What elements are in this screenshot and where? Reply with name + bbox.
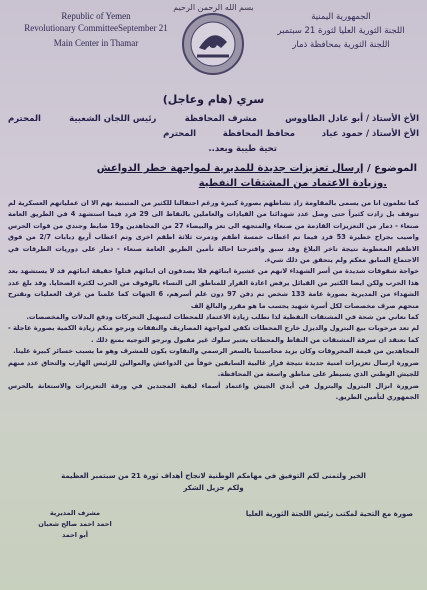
addressee-name: الأخ الأستاذ / أبو عادل الطاووس bbox=[285, 114, 419, 124]
header-en-line1: Republic of Yemen bbox=[61, 11, 131, 21]
subject-label: الموضوع / bbox=[366, 163, 417, 174]
header-arabic bbox=[261, 10, 421, 52]
emblem-logo bbox=[181, 12, 245, 78]
header-english bbox=[6, 10, 186, 49]
subject-line1: إرسال تعزيزات جديدة للمديرية لمواجهة خطر الدواعش bbox=[96, 163, 364, 174]
subject-block bbox=[10, 161, 417, 191]
addressee-role: محافظ المحافظة bbox=[222, 129, 296, 139]
addressee-honorific: المحترم bbox=[163, 129, 197, 139]
header-ar-line1: الجمهورية اليمنية bbox=[311, 12, 371, 22]
signature-alias: أبو احمد bbox=[61, 531, 89, 539]
letter-body bbox=[8, 198, 419, 403]
closing-line1: الخير ولتمنى لكم التوفيق في مهامكم الوطنية لانجاح أهداف ثورة 21 من سبتمبر العظيمة bbox=[61, 472, 366, 480]
addressee-role: رئيس اللجان الشعبية bbox=[69, 114, 157, 124]
header-ar-line3: اللجنة الثورية بمحافظة ذمار bbox=[292, 40, 390, 50]
greeting: تحية طيبة وبعد.. bbox=[208, 144, 277, 154]
addressee-row-1 bbox=[8, 113, 419, 126]
closing-line2: ولكم جزيل الشكر bbox=[183, 484, 244, 492]
signature-name: احمد احمد صالح شعبان bbox=[38, 520, 112, 528]
subject-line2: .وزيادة الاعتماد من المشتقات النفطية bbox=[198, 178, 387, 189]
closing bbox=[8, 470, 419, 494]
body-paragraph: لم تعد مرحوبات بيع البترول والديزل خارج المحطات تكفي لمواجهة المصاريف والنفقات ونرجو منكم زيادة الكمية بصورة عاجلة - كما نعتقد ان سرقة المشتقات من النقاط والمحطات يعتبر سلوك غير مقبول ونرجو التوجيه بمنع ذلك . bbox=[8, 324, 419, 344]
body-paragraph: المجاهدين من قيمة المحروقات وكان يزيد محاسبتنا بالسعر الرسمي والتفاوت يكون للمشرف وهو ما يسبب خسائر كبيرة علينا. bbox=[13, 347, 419, 356]
carbon-copy-note: صورة مع التحية لمكتب رئيس اللجنة الثورية العليا bbox=[245, 510, 413, 518]
header-ar-line2: اللجنة الثورية العليا لثورة 21 سبتمبر bbox=[277, 26, 405, 36]
addressee-row-2 bbox=[8, 128, 419, 141]
body-paragraph: ضرورة ارسال تعزيزات امنية جديدة نتيجة فرار غالبية السابقين خوفاً من الدواعش والموالين للرئيس الهارب والتحاق عدد منهم للجيش الوطني الذي يسيطر على مناطق واسعة من المحافظة. bbox=[8, 358, 419, 379]
addressee-name: الأخ الأستاذ / حمود عباد bbox=[321, 129, 419, 139]
body-paragraph: ضرورة انزال البترول والبترول في أيدي الجيش واعتماد أسماء لبقية المجندين في ورقة التعزيزات والاستعانة بالحرس الجمهوري لتأمين الطريق. bbox=[8, 381, 419, 401]
body-paragraph: خواجة شقوقات شديدة من أسر الشهداء لانهم من عشيرة ابنائهم فلا يصدقون ان ابنائهم قتلوا حقيقة ابنائهم قد لا يستشهد بعد هذا الحرب ولكن ايضا الكثير من القبائل يرفض اعادة القرار للمناطق الى النساء بالوقوف من الحرب لكثرة الضحايا. وقد بلغ عدد الشهداء من المديرية بصورة عامة 133 شخص تم دفن 97 دون علم أسرهم، 6 الجهات كما علمنا من غرف العمليات ونقترح منحهم صرف مخصصات لكل أسرة شهيد يحسب ما هو مقرر والبالغ الف bbox=[8, 267, 420, 310]
signature-title: مشرف المديرية bbox=[49, 509, 101, 517]
addressee-honorific: المحترم bbox=[8, 114, 41, 124]
body-paragraph: كما نعاني من شحة في المشتقات النفطية لذا نطلب زيادة الاعتماد للمحطات لتسهيل التحركات ودفع البدلات والمخصصات. bbox=[26, 313, 419, 322]
addressee-role: مشرف المحافظة bbox=[184, 114, 257, 124]
signature-block bbox=[30, 508, 120, 541]
classification-heading: سري (هام وعاجل) bbox=[162, 93, 265, 106]
header-en-line3: Main Center in Thamar bbox=[53, 38, 139, 48]
basmala: بسم الله الرحمن الرحيم bbox=[173, 3, 254, 12]
body-paragraph: كما تعلمون انا من يسمى بالمقاومة زاد نشاطهم بصورة كبيرة ورغم احتفالنا للكثير من المتبنية بهم الا ان عملياتهم العسكرية لم تتوقف بل زادت كثيراً حتى وصل عدد شهدائنا من القيادات والعاملين بالنقاط الى 29 فرد فيما استشهد 4 في الطريق العامة صنعاء - ذمار من التعزيزات القادمة من صنعاء والمتجهه الى تعز والبيضاء 27 من المجاهدين و19 ضابط وجندي من قوات الحرس واصيب بجراح خطيرة 53 فرد فيما تم اعطاب خمسة اطقم ودمرت ثلاثة اطقم اخرى وتم اعطاب أربع دبابات 2/7 من فوق الاطقم المعطوبة نتيجة تاخر البلاغ وقد سبق واقترحنا احالة تأمين الطريق العامة صنعاء - ذمار على دوريات الطرقات في الاجتماع السابق معكم ولم يتحقق من ذلك شيء. bbox=[8, 199, 419, 265]
header-en-line2: Revolutionary CommitteeSeptember 21 bbox=[24, 23, 168, 33]
